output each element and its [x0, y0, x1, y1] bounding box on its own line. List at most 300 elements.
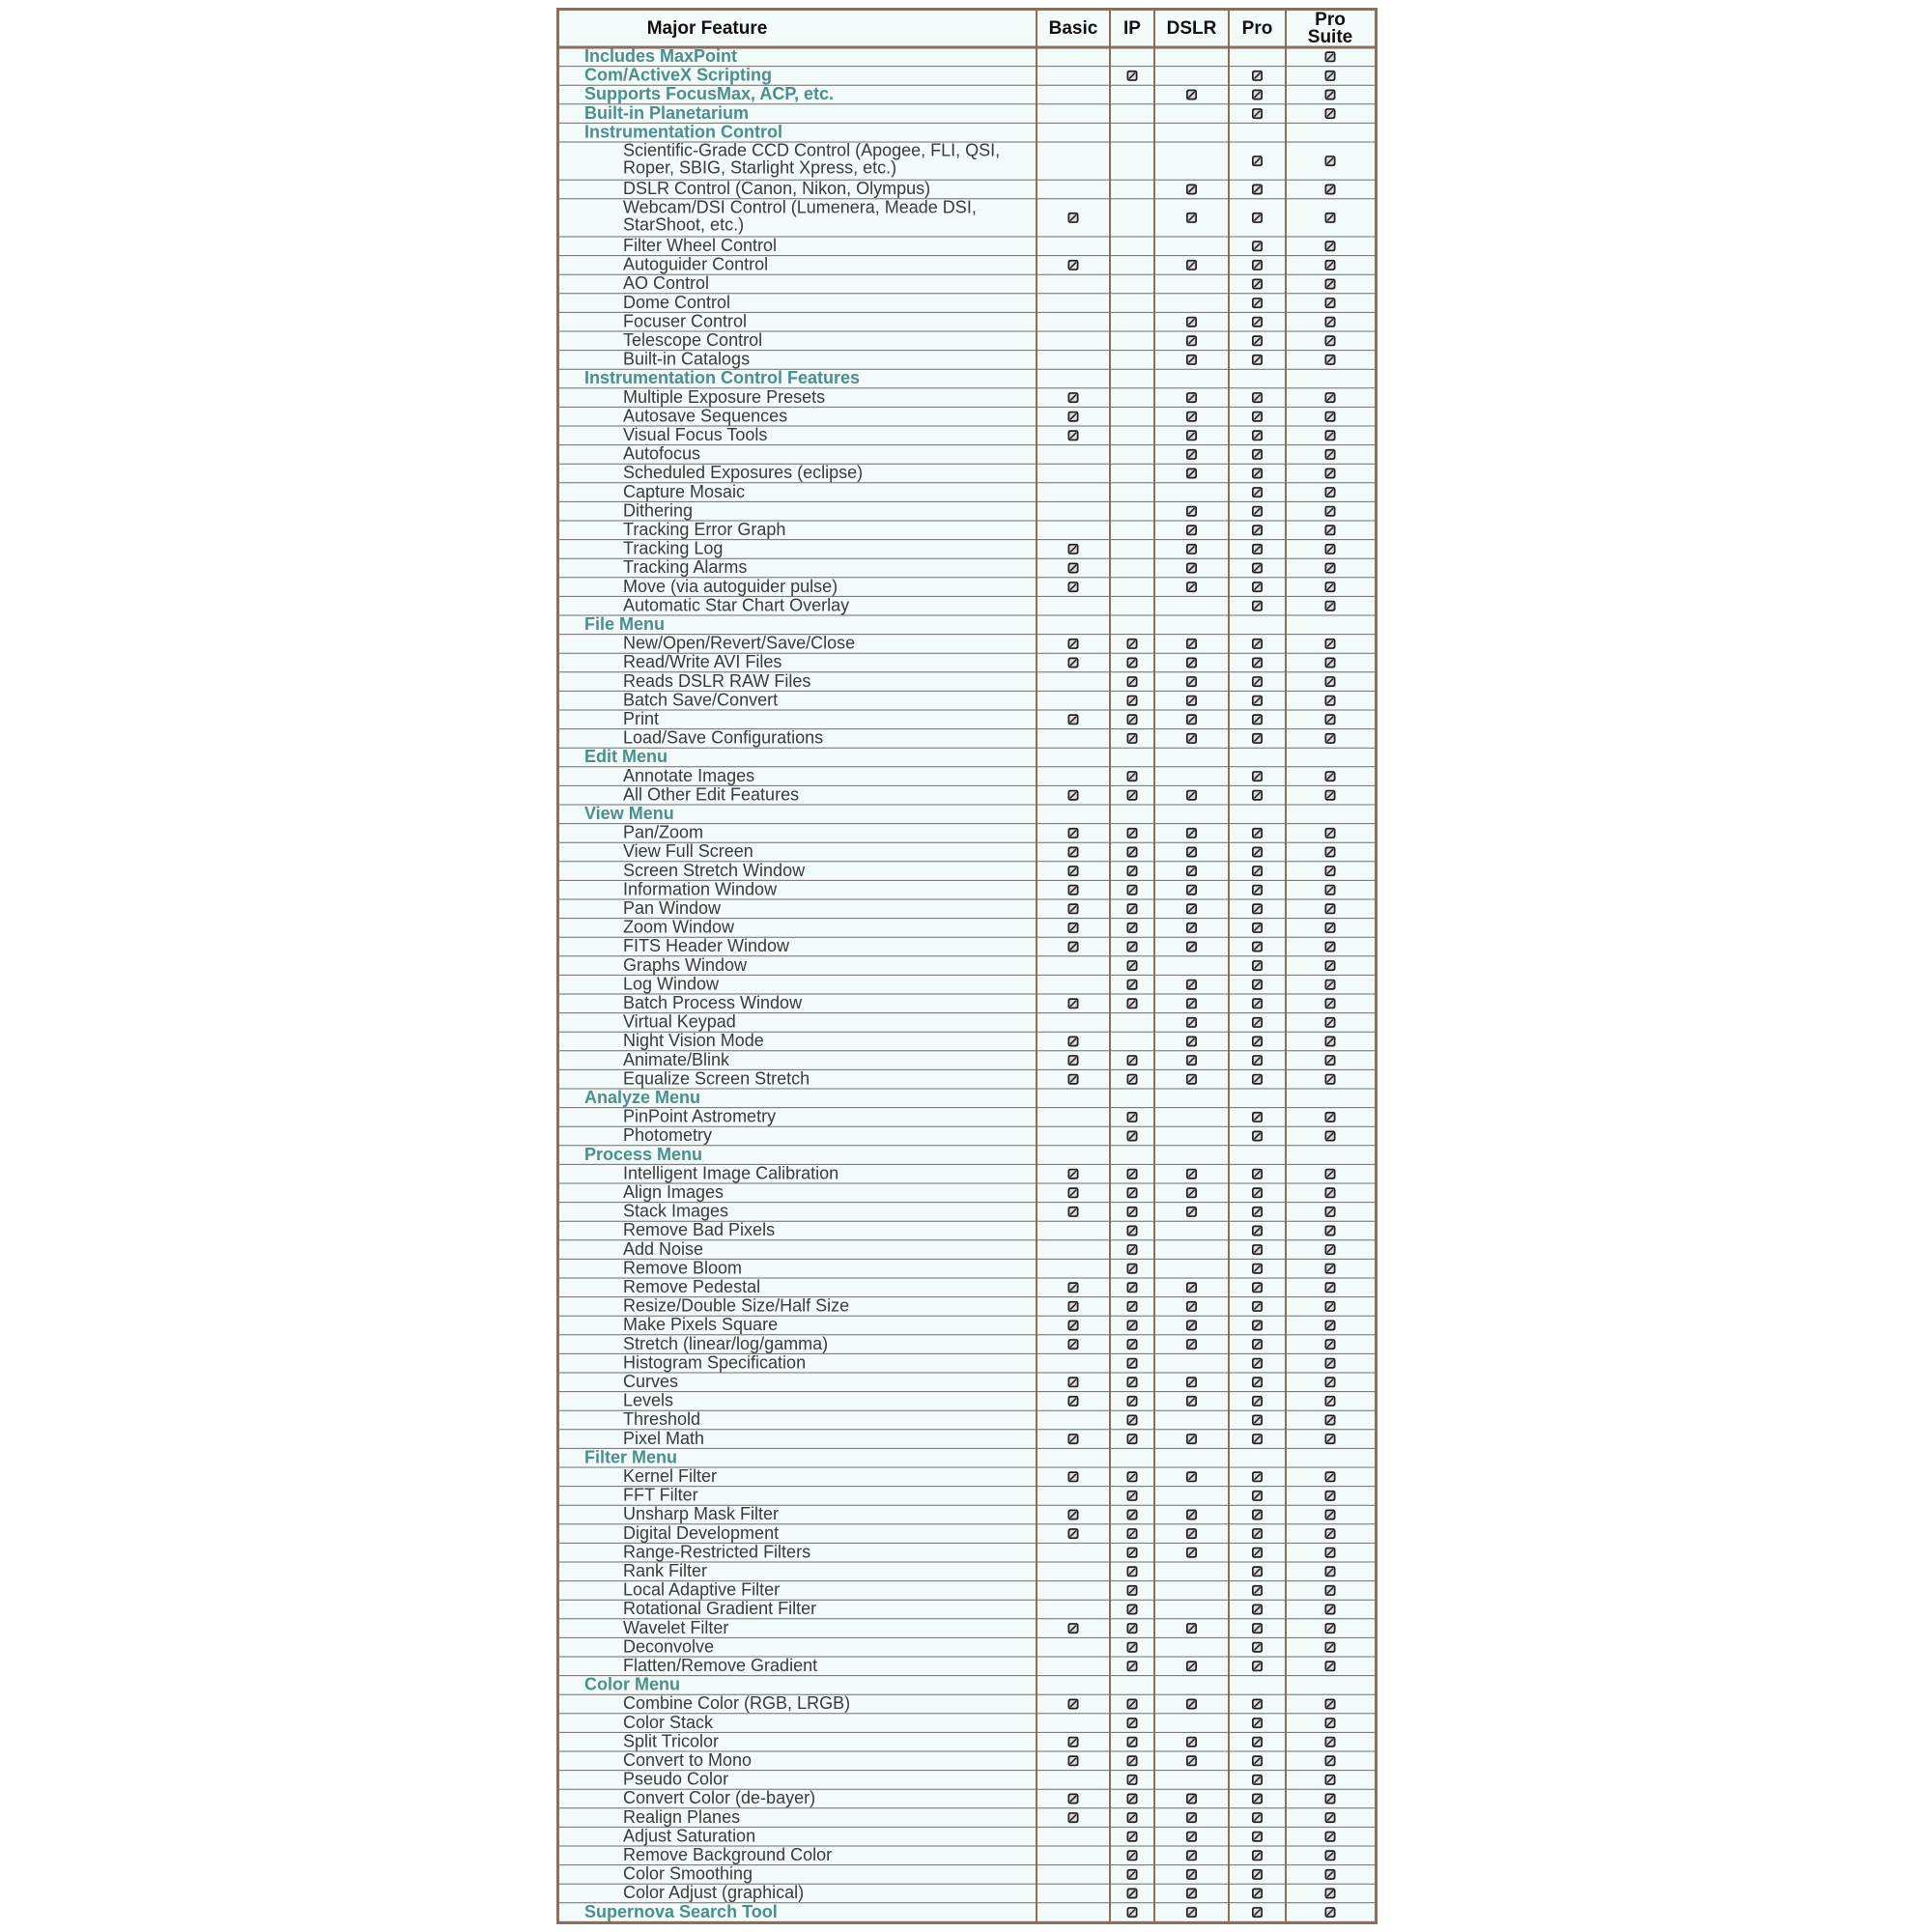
- checked-box-icon: [1127, 639, 1138, 649]
- checked-box-icon: [1186, 1434, 1197, 1444]
- section-label: Supports FocusMax, ACP, etc.: [584, 84, 835, 104]
- checked-box-icon: [1186, 980, 1197, 990]
- checked-box-icon: [1252, 639, 1263, 649]
- checked-box-icon: [1186, 1623, 1197, 1634]
- checked-box-icon: [1252, 1737, 1263, 1747]
- checked-box-icon: [1186, 658, 1197, 668]
- checked-box-icon: [1068, 998, 1079, 1009]
- feature-label: Annotate Images: [623, 765, 755, 785]
- checked-box-icon: [1127, 1244, 1138, 1255]
- checked-box-icon: [1325, 1169, 1336, 1179]
- feature-label: Log Window: [623, 974, 720, 994]
- feature-label: FFT Filter: [623, 1485, 698, 1505]
- checked-box-icon: [1186, 998, 1197, 1009]
- feature-label: Convert to Mono: [623, 1750, 753, 1770]
- checked-box-icon: [1068, 1339, 1079, 1350]
- checked-box-icon: [1186, 1812, 1197, 1823]
- checked-box-icon: [1325, 1889, 1336, 1899]
- checked-box-icon: [1252, 1471, 1263, 1482]
- checked-box-icon: [1127, 676, 1138, 687]
- checked-box-icon: [1252, 1642, 1263, 1653]
- checked-box-icon: [1325, 1794, 1336, 1804]
- checked-box-icon: [1252, 1339, 1263, 1350]
- checked-box-icon: [1252, 487, 1263, 497]
- checked-box-icon: [1186, 317, 1197, 327]
- feature-table-grid: [559, 11, 1375, 1921]
- checked-box-icon: [1127, 1755, 1138, 1766]
- checked-box-icon: [1127, 1055, 1138, 1065]
- checked-box-icon: [1068, 828, 1079, 838]
- checked-box-icon: [1127, 1471, 1138, 1482]
- checked-box-icon: [1068, 1037, 1079, 1047]
- feature-label: Align Images: [623, 1182, 724, 1202]
- checked-box-icon: [1068, 1510, 1079, 1520]
- checked-box-icon: [1068, 582, 1079, 592]
- checked-box-icon: [1252, 714, 1263, 724]
- checked-box-icon: [1252, 1187, 1263, 1198]
- feature-label: Photometry: [623, 1125, 713, 1146]
- checked-box-icon: [1325, 1264, 1336, 1274]
- checked-box-icon: [1252, 1832, 1263, 1842]
- checked-box-icon: [1252, 942, 1263, 952]
- checked-box-icon: [1325, 696, 1336, 706]
- checked-box-icon: [1068, 1396, 1079, 1406]
- feature-label: Pan/Zoom: [623, 822, 704, 842]
- checked-box-icon: [1325, 1699, 1336, 1710]
- checked-box-icon: [1325, 1301, 1336, 1312]
- checked-box-icon: [1325, 1623, 1336, 1634]
- feature-label: Equalize Screen Stretch: [623, 1068, 810, 1089]
- feature-label: Tracking Error Graph: [623, 520, 786, 539]
- checked-box-icon: [1186, 866, 1197, 876]
- checked-box-icon: [1252, 108, 1263, 119]
- feature-label: Print: [623, 709, 660, 728]
- checked-box-icon: [1186, 449, 1197, 460]
- feature-label: Autofocus: [623, 443, 701, 464]
- checked-box-icon: [1186, 1471, 1197, 1482]
- checked-box-icon: [1252, 469, 1263, 479]
- feature-label: Screen Stretch Window: [623, 860, 806, 880]
- checked-box-icon: [1068, 903, 1079, 914]
- checked-box-icon: [1325, 601, 1336, 611]
- checked-box-icon: [1068, 885, 1079, 895]
- checked-box-icon: [1325, 1832, 1336, 1842]
- checked-box-icon: [1252, 1396, 1263, 1406]
- feature-label: View Full Screen: [623, 841, 753, 862]
- checked-box-icon: [1252, 430, 1263, 440]
- checked-box-icon: [1252, 1131, 1263, 1142]
- checked-box-icon: [1325, 213, 1336, 223]
- header-column-suite-line: Pro: [1315, 11, 1346, 30]
- feature-label: Add Noise: [623, 1238, 704, 1259]
- feature-label: Histogram Specification: [623, 1352, 807, 1373]
- checked-box-icon: [1186, 639, 1197, 649]
- checked-box-icon: [1325, 998, 1336, 1009]
- checked-box-icon: [1252, 241, 1263, 251]
- checked-box-icon: [1252, 1415, 1263, 1426]
- checked-box-icon: [1186, 733, 1197, 744]
- feature-label: Load/Save Configurations: [623, 727, 824, 748]
- checked-box-icon: [1127, 1131, 1138, 1142]
- checked-box-icon: [1252, 1566, 1263, 1577]
- checked-box-icon: [1127, 1718, 1138, 1728]
- checked-box-icon: [1252, 1301, 1263, 1312]
- checked-box-icon: [1186, 1907, 1197, 1918]
- feature-label: Stretch (linear/log/gamma): [623, 1333, 829, 1353]
- checked-box-icon: [1252, 525, 1263, 535]
- checked-box-icon: [1325, 156, 1336, 166]
- checked-box-icon: [1186, 1377, 1197, 1387]
- feature-label: Rotational Gradient Filter: [623, 1599, 817, 1619]
- checked-box-icon: [1068, 658, 1079, 668]
- checked-box-icon: [1325, 960, 1336, 971]
- checked-box-icon: [1325, 1339, 1336, 1350]
- checked-box-icon: [1325, 714, 1336, 724]
- checked-box-icon: [1127, 1794, 1138, 1804]
- checked-box-icon: [1325, 563, 1336, 574]
- checked-box-icon: [1325, 980, 1336, 990]
- feature-label: Color Stack: [623, 1712, 714, 1732]
- checked-box-icon: [1325, 658, 1336, 668]
- checked-box-icon: [1325, 1718, 1336, 1728]
- checked-box-icon: [1068, 392, 1079, 403]
- checked-box-icon: [1325, 185, 1336, 195]
- feature-label: Multiple Exposure Presets: [623, 386, 826, 407]
- checked-box-icon: [1325, 1037, 1336, 1047]
- checked-box-icon: [1252, 1074, 1263, 1085]
- checked-box-icon: [1325, 1510, 1336, 1520]
- checked-box-icon: [1325, 335, 1336, 346]
- feature-label: Flatten/Remove Gradient: [623, 1656, 818, 1675]
- checked-box-icon: [1252, 213, 1263, 223]
- checked-box-icon: [1127, 733, 1138, 744]
- checked-box-icon: [1068, 1699, 1079, 1710]
- feature-label: Tracking Log: [623, 538, 724, 558]
- feature-label: AO Control: [623, 273, 710, 294]
- checked-box-icon: [1252, 1623, 1263, 1634]
- checked-box-icon: [1068, 1074, 1079, 1085]
- checked-box-icon: [1252, 1585, 1263, 1596]
- checked-box-icon: [1325, 1548, 1336, 1558]
- checked-box-icon: [1252, 1699, 1263, 1710]
- checked-box-icon: [1325, 392, 1336, 403]
- checked-box-icon: [1252, 1907, 1263, 1918]
- checked-box-icon: [1252, 998, 1263, 1009]
- feature-label: Batch Process Window: [623, 993, 803, 1012]
- checked-box-icon: [1252, 1358, 1263, 1369]
- checked-box-icon: [1127, 1585, 1138, 1596]
- checked-box-icon: [1252, 733, 1263, 744]
- checked-box-icon: [1186, 923, 1197, 933]
- checked-box-icon: [1127, 1907, 1138, 1918]
- checked-box-icon: [1186, 260, 1197, 270]
- section-label: Includes MaxPoint: [584, 46, 738, 66]
- checked-box-icon: [1127, 1699, 1138, 1710]
- feature-label: Virtual Keypad: [623, 1011, 736, 1032]
- checked-box-icon: [1325, 1396, 1336, 1406]
- feature-label: Visual Focus Tools: [623, 425, 768, 444]
- checked-box-icon: [1186, 1282, 1197, 1293]
- feature-label: Stack Images: [623, 1201, 729, 1221]
- checked-box-icon: [1325, 1207, 1336, 1217]
- checked-box-icon: [1068, 1377, 1079, 1387]
- checked-box-icon: [1325, 676, 1336, 687]
- checked-box-icon: [1127, 960, 1138, 971]
- checked-box-icon: [1252, 1321, 1263, 1331]
- checked-box-icon: [1252, 1112, 1263, 1122]
- header-major-feature: Major Feature: [646, 18, 768, 39]
- checked-box-icon: [1127, 923, 1138, 933]
- feature-label-line: StarShoot, etc.): [623, 214, 745, 235]
- feature-label: Intelligent Image Calibration: [623, 1163, 839, 1183]
- checked-box-icon: [1325, 51, 1336, 62]
- checked-box-icon: [1325, 1812, 1336, 1823]
- section-label: Com/ActiveX Scripting: [584, 65, 773, 85]
- feature-comparison-table: [556, 8, 1378, 1924]
- checked-box-icon: [1068, 1812, 1079, 1823]
- checked-box-icon: [1186, 1037, 1197, 1047]
- feature-label: Kernel Filter: [623, 1466, 718, 1486]
- checked-box-icon: [1186, 185, 1197, 195]
- checked-box-icon: [1186, 1889, 1197, 1899]
- checked-box-icon: [1186, 1396, 1197, 1406]
- feature-label: DSLR Control (Canon, Nikon, Olympus): [623, 179, 931, 199]
- checked-box-icon: [1186, 1187, 1197, 1198]
- section-label: View Menu: [584, 804, 674, 823]
- checked-box-icon: [1325, 1017, 1336, 1028]
- checked-box-icon: [1127, 1832, 1138, 1842]
- checked-box-icon: [1186, 676, 1197, 687]
- checked-box-icon: [1186, 335, 1197, 346]
- checked-box-icon: [1068, 412, 1079, 422]
- feature-label: Telescope Control: [623, 330, 763, 350]
- checked-box-icon: [1186, 412, 1197, 422]
- checked-box-icon: [1325, 1074, 1336, 1085]
- checked-box-icon: [1186, 885, 1197, 895]
- checked-box-icon: [1127, 771, 1138, 781]
- checked-box-icon: [1252, 1548, 1263, 1558]
- checked-box-icon: [1252, 1491, 1263, 1501]
- checked-box-icon: [1127, 1282, 1138, 1293]
- checked-box-icon: [1186, 1528, 1197, 1539]
- checked-box-icon: [1325, 1226, 1336, 1236]
- checked-box-icon: [1252, 866, 1263, 876]
- checked-box-icon: [1127, 1226, 1138, 1236]
- feature-label: Move (via autoguider pulse): [623, 576, 838, 596]
- feature-label: Pan Window: [623, 898, 722, 918]
- checked-box-icon: [1068, 1471, 1079, 1482]
- checked-box-icon: [1325, 1585, 1336, 1596]
- checked-box-icon: [1127, 1737, 1138, 1747]
- checked-box-icon: [1068, 923, 1079, 933]
- checked-box-icon: [1068, 714, 1079, 724]
- checked-box-icon: [1127, 1207, 1138, 1217]
- checked-box-icon: [1252, 449, 1263, 460]
- checked-box-icon: [1186, 213, 1197, 223]
- checked-box-icon: [1252, 298, 1263, 308]
- checked-box-icon: [1068, 1434, 1079, 1444]
- feature-label: Remove Bad Pixels: [623, 1220, 776, 1240]
- checked-box-icon: [1186, 903, 1197, 914]
- checked-box-icon: [1325, 1661, 1336, 1671]
- feature-label: Information Window: [623, 879, 778, 899]
- checked-box-icon: [1325, 885, 1336, 895]
- checked-box-icon: [1127, 980, 1138, 990]
- checked-box-icon: [1325, 1358, 1336, 1369]
- checked-box-icon: [1127, 1321, 1138, 1331]
- checked-box-icon: [1252, 676, 1263, 687]
- checked-box-icon: [1325, 90, 1336, 100]
- checked-box-icon: [1252, 847, 1263, 858]
- checked-box-icon: [1068, 1755, 1079, 1766]
- checked-box-icon: [1252, 1794, 1263, 1804]
- checked-box-icon: [1252, 260, 1263, 270]
- checked-box-icon: [1325, 1491, 1336, 1501]
- feature-label: Scheduled Exposures (eclipse): [623, 463, 864, 483]
- checked-box-icon: [1325, 923, 1336, 933]
- checked-box-icon: [1127, 1548, 1138, 1558]
- checked-box-icon: [1186, 1548, 1197, 1558]
- feature-label: Filter Wheel Control: [623, 236, 778, 255]
- checked-box-icon: [1068, 847, 1079, 858]
- checked-box-icon: [1252, 71, 1263, 81]
- feature-label: Range-Restricted Filters: [623, 1542, 811, 1562]
- feature-label: Realign Planes: [623, 1806, 741, 1827]
- checked-box-icon: [1252, 601, 1263, 611]
- feature-label: Batch Save/Convert: [623, 690, 779, 710]
- feature-label: Digital Development: [623, 1522, 780, 1543]
- checked-box-icon: [1127, 790, 1138, 801]
- checked-box-icon: [1325, 544, 1336, 554]
- checked-box-icon: [1325, 1131, 1336, 1142]
- checked-box-icon: [1252, 1510, 1263, 1520]
- checked-box-icon: [1252, 1207, 1263, 1217]
- checked-box-icon: [1252, 1775, 1263, 1785]
- checked-box-icon: [1068, 1169, 1079, 1179]
- checked-box-icon: [1252, 1812, 1263, 1823]
- checked-box-icon: [1325, 71, 1336, 81]
- checked-box-icon: [1068, 1055, 1079, 1065]
- checked-box-icon: [1127, 1415, 1138, 1426]
- checked-box-icon: [1127, 1396, 1138, 1406]
- checked-box-icon: [1325, 1850, 1336, 1861]
- checked-box-icon: [1325, 1869, 1336, 1880]
- checked-box-icon: [1325, 260, 1336, 270]
- feature-label-line: Roper, SBIG, Starlight Xpress, etc.): [623, 157, 897, 178]
- section-label: Instrumentation Control Features: [584, 368, 861, 388]
- checked-box-icon: [1325, 279, 1336, 290]
- checked-box-icon: [1127, 696, 1138, 706]
- feature-label: Pseudo Color: [623, 1769, 729, 1789]
- feature-label: Local Adaptive Filter: [623, 1579, 781, 1600]
- feature-label: Dithering: [623, 500, 694, 521]
- checked-box-icon: [1252, 185, 1263, 195]
- checked-box-icon: [1186, 1301, 1197, 1312]
- checked-box-icon: [1068, 639, 1079, 649]
- feature-label-line: Scientific-Grade CCD Control (Apogee, FLI, QSI,: [623, 140, 1001, 160]
- checked-box-icon: [1186, 1661, 1197, 1671]
- checked-box-icon: [1127, 1358, 1138, 1369]
- checked-box-icon: [1127, 1605, 1138, 1615]
- checked-box-icon: [1325, 1755, 1336, 1766]
- checked-box-icon: [1186, 828, 1197, 838]
- checked-box-icon: [1186, 90, 1197, 100]
- checked-box-icon: [1186, 506, 1197, 517]
- checked-box-icon: [1325, 298, 1336, 308]
- checked-box-icon: [1325, 1244, 1336, 1255]
- checked-box-icon: [1325, 582, 1336, 592]
- header-column-ip: IP: [1123, 18, 1141, 39]
- checked-box-icon: [1325, 1187, 1336, 1198]
- checked-box-icon: [1127, 828, 1138, 838]
- checked-box-icon: [1068, 213, 1079, 223]
- checked-box-icon: [1252, 771, 1263, 781]
- feature-label: New/Open/Revert/Save/Close: [623, 633, 856, 653]
- feature-label: Levels: [623, 1390, 674, 1410]
- checked-box-icon: [1186, 1737, 1197, 1747]
- checked-box-icon: [1068, 1187, 1079, 1198]
- feature-label: Autosave Sequences: [623, 406, 788, 426]
- checked-box-icon: [1186, 1339, 1197, 1350]
- section-label: Process Menu: [584, 1144, 703, 1164]
- checked-box-icon: [1186, 790, 1197, 801]
- checked-box-icon: [1186, 563, 1197, 574]
- checked-box-icon: [1252, 392, 1263, 403]
- checked-box-icon: [1252, 885, 1263, 895]
- checked-box-icon: [1325, 1471, 1336, 1482]
- feature-label: Animate/Blink: [623, 1049, 730, 1069]
- checked-box-icon: [1252, 1377, 1263, 1387]
- feature-label: Night Vision Mode: [623, 1031, 764, 1051]
- checked-box-icon: [1068, 430, 1079, 440]
- checked-box-icon: [1127, 1623, 1138, 1634]
- checked-box-icon: [1325, 1415, 1336, 1426]
- checked-box-icon: [1252, 658, 1263, 668]
- checked-box-icon: [1325, 412, 1336, 422]
- checked-box-icon: [1252, 1889, 1263, 1899]
- feature-label: Reads DSLR RAW Files: [623, 670, 811, 691]
- feature-label: Tracking Alarms: [623, 557, 748, 578]
- checked-box-icon: [1252, 563, 1263, 574]
- checked-box-icon: [1068, 1321, 1079, 1331]
- feature-label: Dome Control: [623, 292, 731, 312]
- feature-label: Curves: [623, 1372, 679, 1391]
- checked-box-icon: [1252, 1605, 1263, 1615]
- checked-box-icon: [1252, 1718, 1263, 1728]
- feature-label: Resize/Double Size/Half Size: [623, 1295, 850, 1316]
- checked-box-icon: [1325, 1907, 1336, 1918]
- feature-label: Threshold: [623, 1409, 701, 1430]
- checked-box-icon: [1127, 1510, 1138, 1520]
- checked-box-icon: [1252, 412, 1263, 422]
- checked-box-icon: [1127, 1642, 1138, 1653]
- checked-box-icon: [1252, 355, 1263, 365]
- checked-box-icon: [1186, 1755, 1197, 1766]
- checked-box-icon: [1252, 923, 1263, 933]
- section-label: Instrumentation Control: [584, 122, 782, 142]
- checked-box-icon: [1068, 866, 1079, 876]
- checked-box-icon: [1325, 487, 1336, 497]
- checked-box-icon: [1252, 1017, 1263, 1028]
- checked-box-icon: [1127, 1812, 1138, 1823]
- checked-box-icon: [1068, 1623, 1079, 1634]
- checked-box-icon: [1252, 1244, 1263, 1255]
- checked-box-icon: [1186, 1017, 1197, 1028]
- checked-box-icon: [1325, 469, 1336, 479]
- checked-box-icon: [1186, 582, 1197, 592]
- checked-box-icon: [1186, 1869, 1197, 1880]
- checked-box-icon: [1186, 1074, 1197, 1085]
